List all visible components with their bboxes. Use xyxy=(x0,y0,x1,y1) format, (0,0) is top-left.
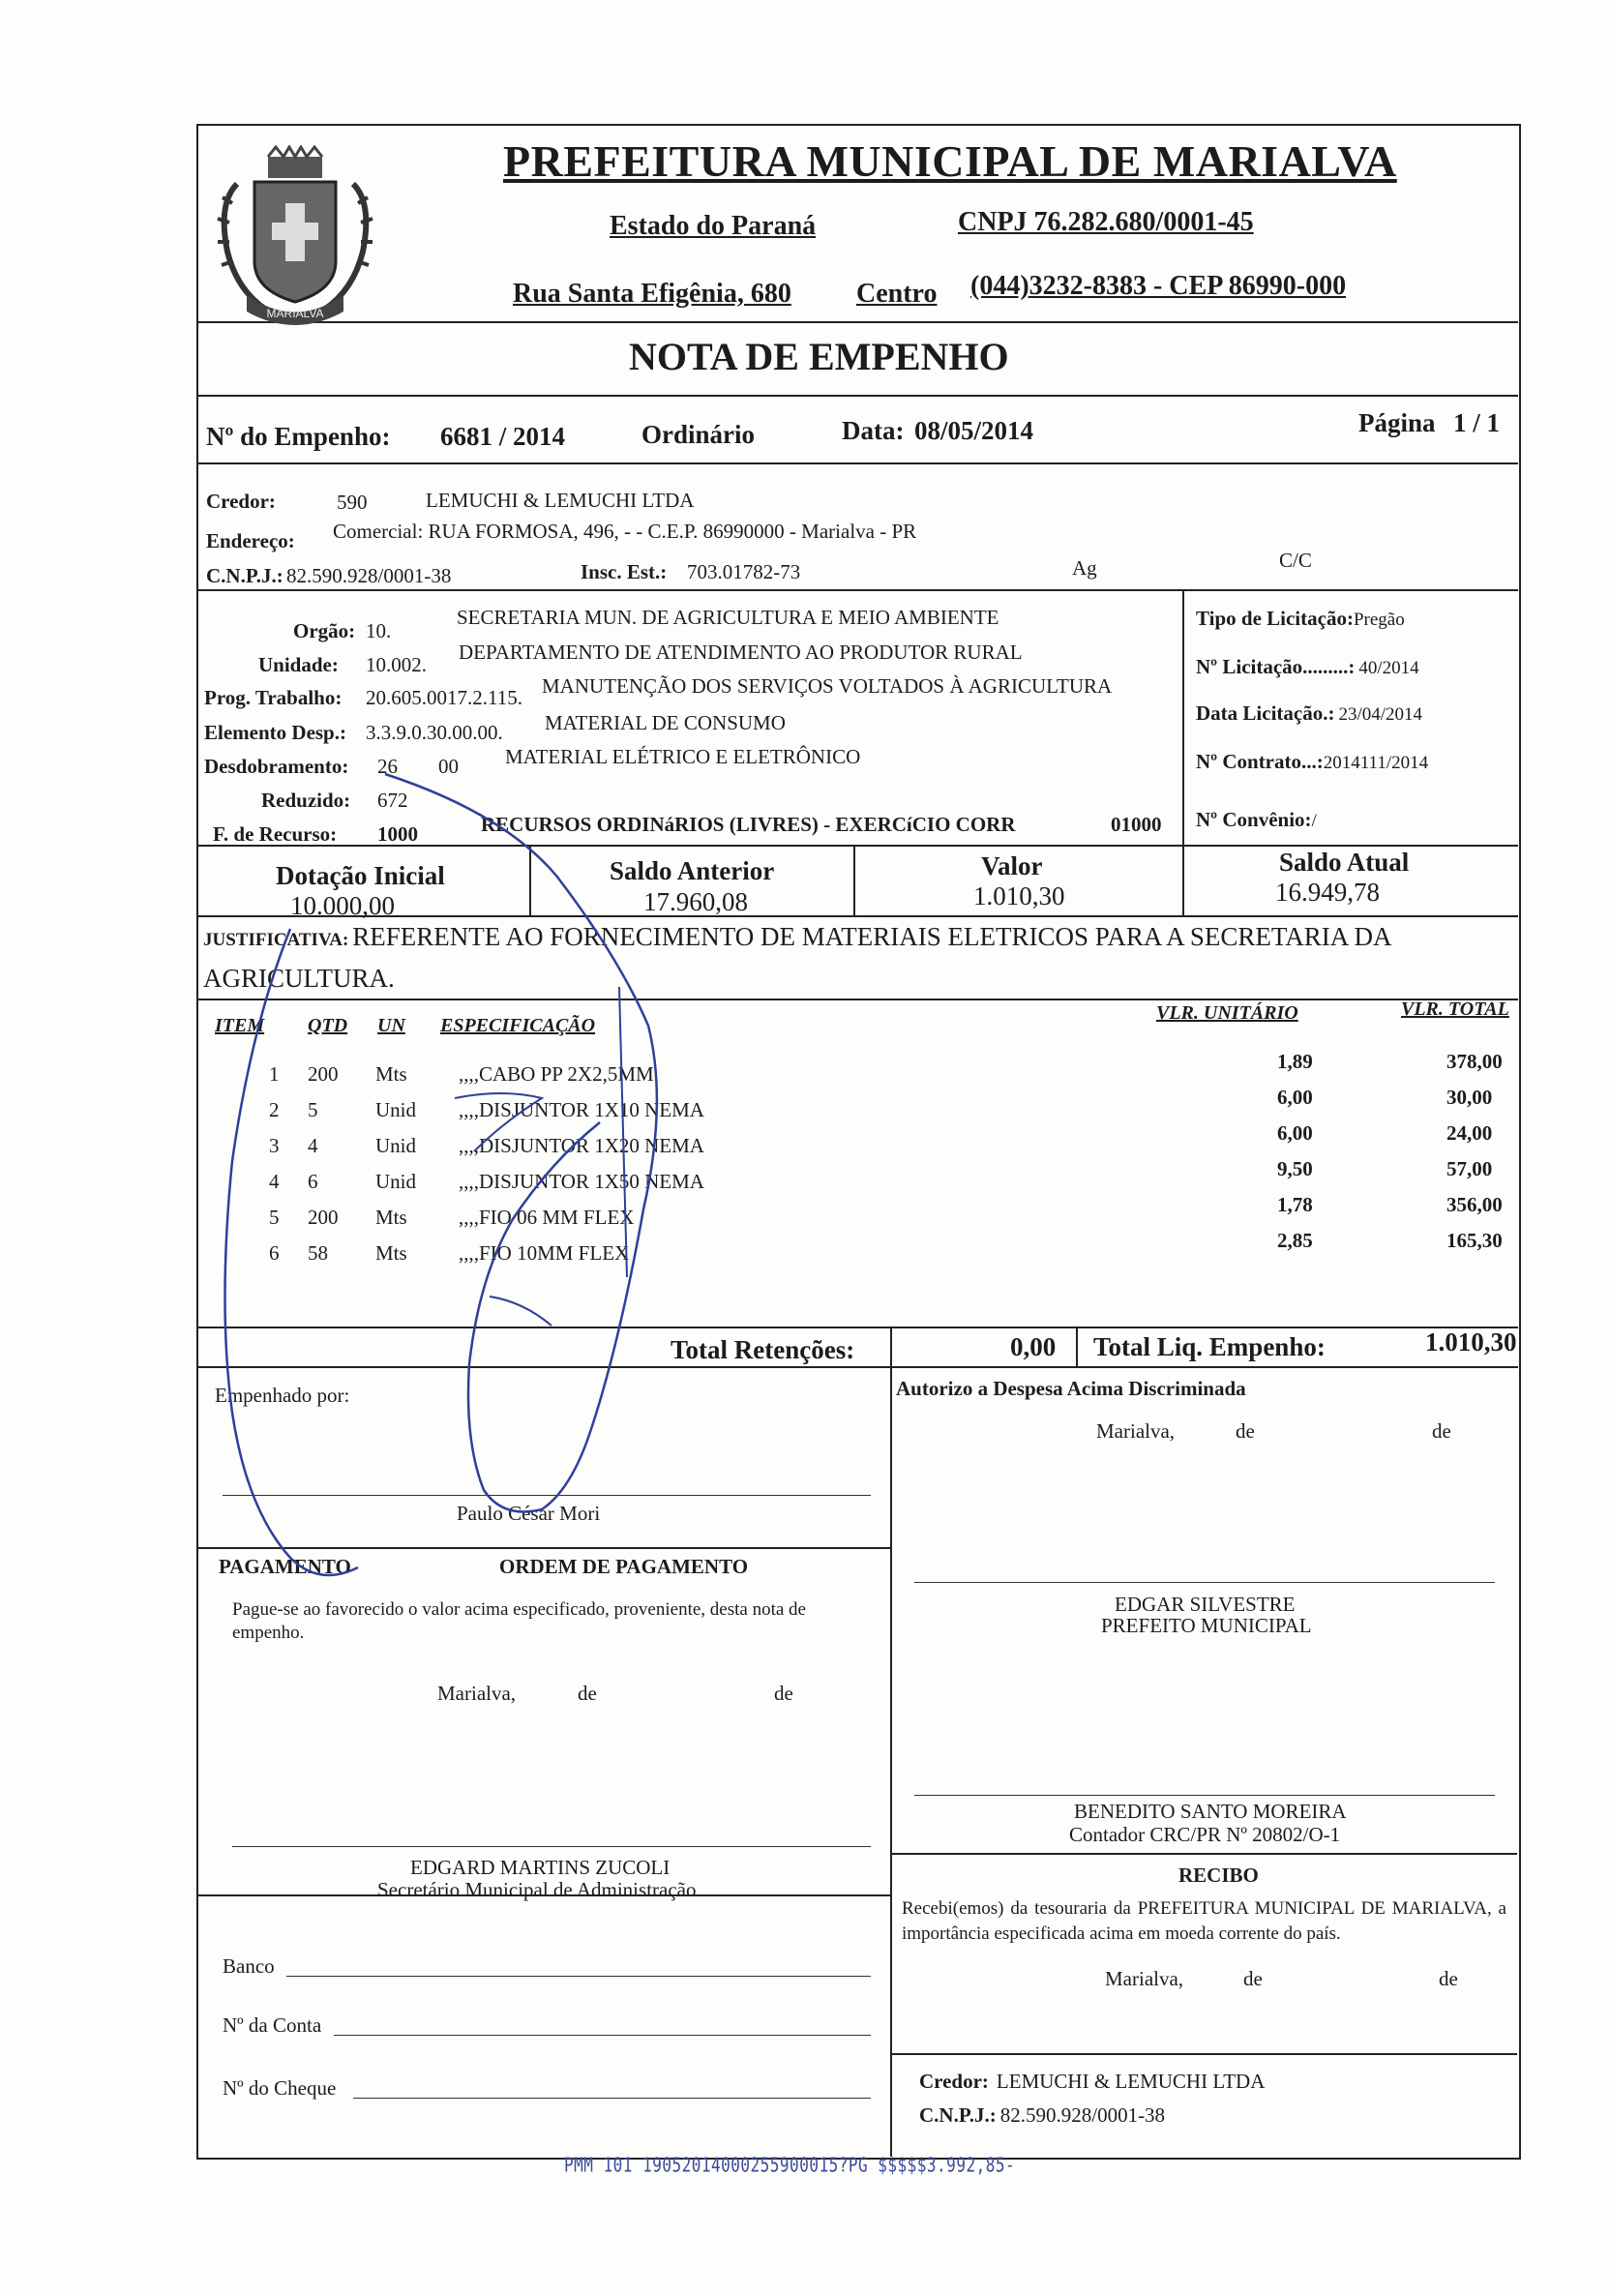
col-qtd: QTD xyxy=(308,1015,348,1036)
cnpj-label: C.N.P.J.: xyxy=(206,564,283,587)
prog-cod: 20.605.0017.2.115. xyxy=(366,686,522,709)
conta-label: Nº da Conta xyxy=(223,2013,322,2037)
rule-bottom-split xyxy=(890,1327,892,2157)
doc-title: NOTA DE EMPENHO xyxy=(629,335,1009,378)
item-qtd: 58 xyxy=(308,1241,328,1265)
page-title: PREFEITURA MUNICIPAL DE MARIALVA xyxy=(503,136,1397,186)
credor-cnpj: 82.590.928/0001-38 xyxy=(286,564,452,587)
item-vlr-unitario: 6,00 xyxy=(1277,1086,1313,1109)
reduzido: 672 xyxy=(377,789,408,812)
rule-items xyxy=(196,1327,1518,1328)
contador-nome: BENEDITO SANTO MOREIRA xyxy=(1074,1800,1347,1823)
rule-saldo-1 xyxy=(529,845,531,916)
valor: 1.010,30 xyxy=(973,881,1065,910)
unidade: DEPARTAMENTO DE ATENDIMENTO AO PRODUTOR RURAL xyxy=(459,641,1023,664)
justificativa-line2: AGRICULTURA. xyxy=(203,964,395,993)
item-number: 6 xyxy=(269,1241,280,1265)
item-qtd: 6 xyxy=(308,1170,318,1193)
prefeito-nome: EDGAR SILVESTRE xyxy=(1115,1593,1296,1616)
fone-cep: (044)3232-8383 - CEP 86990-000 xyxy=(970,271,1347,301)
empenhado-label: Empenhado por: xyxy=(215,1384,350,1407)
item-vlr-total: 30,00 xyxy=(1446,1086,1493,1109)
prog: MANUTENÇÃO DOS SERVIÇOS VOLTADOS À AGRICULTURA xyxy=(542,674,1113,698)
rule-recibo-credor xyxy=(890,2053,1517,2055)
justificativa: JUSTIFICATIVA: REFERENTE AO FORNECIMENTO DE MATERIAIS ELETRICOS PARA A SECRETARIA DA xyxy=(203,922,1392,951)
item-un: Unid xyxy=(375,1170,416,1193)
autenticacao-mecanica: PMM 101 19052014000255900015?PG $$$$$3.992,85- xyxy=(564,2153,1016,2177)
pagamento-local: Marialva, xyxy=(437,1682,517,1705)
orgao-label: Orgão: xyxy=(293,619,356,642)
pagamento-texto: Pague-se ao favorecido o valor acima especificado, proveniente, desta nota de empenho. xyxy=(232,1599,806,1643)
desdob-cod1: 26 xyxy=(377,755,398,778)
col-un: UN xyxy=(377,1015,405,1036)
item-spec: ,,,,CABO PP 2X2,5MM xyxy=(459,1062,654,1086)
cheque-label: Nº do Cheque xyxy=(223,2076,337,2100)
autorizo-de1: de xyxy=(1236,1419,1255,1443)
rule-header xyxy=(196,321,1518,323)
rule-credor xyxy=(196,589,1518,591)
item-number: 5 xyxy=(269,1206,280,1229)
rule-empenho xyxy=(196,462,1518,464)
empenho-data: 08/05/2014 xyxy=(914,416,1034,445)
saldo-atual: 16.949,78 xyxy=(1275,878,1380,907)
autorizo-label: Autorizo a Despesa Acima Discriminada xyxy=(896,1377,1246,1400)
retencoes-label: Total Retenções: xyxy=(671,1335,855,1364)
credor-label: Credor: xyxy=(206,490,276,513)
item-vlr-unitario: 1,89 xyxy=(1277,1050,1313,1073)
contador-signature-line xyxy=(914,1795,1495,1796)
item-vlr-total: 24,00 xyxy=(1446,1121,1493,1145)
item-number: 1 xyxy=(269,1062,280,1086)
num-licitacao: Nº Licitação.........: 40/2014 xyxy=(1196,655,1419,678)
desdobramento-label: Desdobramento: xyxy=(204,755,349,778)
orgao: SECRETARIA MUN. DE AGRICULTURA E MEIO AMBIENTE xyxy=(457,606,999,629)
rule-totals-split xyxy=(1076,1327,1078,1366)
unidade-cod: 10.002. xyxy=(366,653,427,676)
saldo-anterior-label: Saldo Anterior xyxy=(610,856,775,885)
credor-endereco: Comercial: RUA FORMOSA, 496, - - C.E.P. 86990000 - Marialva - PR xyxy=(333,520,917,543)
item-qtd: 5 xyxy=(308,1098,318,1121)
insc-label: Insc. Est.: xyxy=(581,560,668,583)
saldo-atual-label: Saldo Atual xyxy=(1279,848,1410,877)
rule-empenhado xyxy=(196,1547,890,1549)
item-qtd: 4 xyxy=(308,1134,318,1157)
item-vlr-total: 356,00 xyxy=(1446,1193,1503,1216)
recibo-de2: de xyxy=(1439,1967,1458,1990)
autorizo-de2: de xyxy=(1432,1419,1451,1443)
coat-of-arms-icon xyxy=(208,145,382,339)
rule-totals xyxy=(196,1366,1518,1368)
item-un: Mts xyxy=(375,1062,407,1086)
item-number: 2 xyxy=(269,1098,280,1121)
desdobramento: MATERIAL ELÉTRICO E ELETRÔNICO xyxy=(505,745,861,768)
dotacao-inicial-label: Dotação Inicial xyxy=(276,861,445,890)
liq-empenho: 1.010,30 xyxy=(1425,1327,1517,1357)
recibo-de1: de xyxy=(1243,1967,1263,1990)
retencoes: 0,00 xyxy=(1010,1332,1057,1361)
endereco-label: Endereço: xyxy=(206,529,295,552)
banco-field xyxy=(286,1976,871,1977)
recurso-num: 01000 xyxy=(1111,813,1162,836)
prefeito-cargo: PREFEITO MUNICIPAL xyxy=(1101,1614,1312,1637)
secretario-nome: EDGARD MARTINS ZUCOLI xyxy=(410,1856,671,1879)
recurso-label: F. de Recurso: xyxy=(213,822,338,846)
item-number: 3 xyxy=(269,1134,280,1157)
col-vlr-total: VLR. TOTAL xyxy=(1401,999,1509,1020)
cheque-field xyxy=(353,2098,871,2099)
data-licitacao: Data Licitação.: 23/04/2014 xyxy=(1196,701,1423,725)
reduzido-label: Reduzido: xyxy=(261,789,351,812)
col-especificacao: ESPECIFICAÇÃO xyxy=(440,1015,596,1036)
ordem-pagamento: ORDEM DE PAGAMENTO xyxy=(499,1555,749,1578)
dotacao-inicial: 10.000,00 xyxy=(290,891,395,920)
cc-label: C/C xyxy=(1279,549,1312,572)
rule-recibo xyxy=(890,1853,1517,1855)
empenhado-signature-line xyxy=(223,1495,871,1496)
desdob-cod2: 00 xyxy=(438,755,459,778)
pagamento-de1: de xyxy=(578,1682,597,1705)
recibo-texto: Recebi(emos) da tesouraria da PREFEITURA MUNICIPAL DE MARIALVA, a importância especificada acima em moeda corrente do país. xyxy=(902,1898,1506,1944)
recurso-cod: 1000 xyxy=(377,822,418,846)
svg-text:MARIALVA: MARIALVA xyxy=(266,307,324,320)
recibo-local: Marialva, xyxy=(1105,1967,1184,1990)
elemento-label: Elemento Desp.: xyxy=(204,721,346,744)
credor-codigo: 590 xyxy=(337,491,368,514)
recibo-cnpj: C.N.P.J.: 82.590.928/0001-38 xyxy=(919,2103,1166,2127)
prog-label: Prog. Trabalho: xyxy=(204,686,343,709)
contador-cargo: Contador CRC/PR Nº 20802/O-1 xyxy=(1069,1823,1341,1846)
credor-insc: 703.01782-73 xyxy=(687,560,801,583)
item-vlr-unitario: 9,50 xyxy=(1277,1157,1313,1180)
credor-nome: LEMUCHI & LEMUCHI LTDA xyxy=(426,489,695,512)
cnpj-prefeitura: CNPJ 76.282.680/0001-45 xyxy=(958,207,1254,237)
item-number: 4 xyxy=(269,1170,280,1193)
item-vlr-total: 165,30 xyxy=(1446,1229,1503,1252)
item-vlr-total: 57,00 xyxy=(1446,1157,1493,1180)
pagamento-de2: de xyxy=(774,1682,793,1705)
item-vlr-unitario: 6,00 xyxy=(1277,1121,1313,1145)
unidade-label: Unidade: xyxy=(258,653,339,676)
item-un: Mts xyxy=(375,1206,407,1229)
rule-nota xyxy=(196,395,1518,397)
item-qtd: 200 xyxy=(308,1206,339,1229)
orgao-cod: 10. xyxy=(366,619,392,642)
recibo-title: RECIBO xyxy=(1178,1864,1259,1887)
prefeito-signature-line xyxy=(914,1582,1495,1583)
item-un: Unid xyxy=(375,1098,416,1121)
tipo-licitacao: Tipo de Licitação:Pregão xyxy=(1196,607,1405,630)
banco-label: Banco xyxy=(223,1954,275,1978)
pagamento-label: PAGAMENTO xyxy=(219,1555,351,1578)
secretario-signature-line xyxy=(232,1846,871,1847)
item-vlr-unitario: 2,85 xyxy=(1277,1229,1313,1252)
elemento-cod: 3.3.9.0.30.00.00. xyxy=(366,721,503,744)
autorizo-local: Marialva, xyxy=(1096,1419,1176,1443)
conta-field xyxy=(334,2035,871,2036)
item-qtd: 200 xyxy=(308,1062,339,1086)
empenhado-nome: Paulo César Mori xyxy=(457,1502,601,1525)
rule-licitacao xyxy=(1182,589,1184,846)
recurso: RECURSOS ORDINáRIOS (LIVRES) - EXERCíCIO CORR xyxy=(481,813,1016,836)
item-spec: ,,,,DISJUNTOR 1X10 NEMA xyxy=(459,1098,704,1121)
liq-label: Total Liq. Empenho: xyxy=(1093,1332,1326,1361)
item-spec: ,,,,DISJUNTOR 1X50 NEMA xyxy=(459,1170,704,1193)
contrato: Nº Contrato...:2014111/2014 xyxy=(1196,750,1429,773)
rule-saldo-3 xyxy=(1182,845,1184,916)
estado: Estado do Paraná xyxy=(610,211,817,241)
item-spec: ,,,,FIO 10MM FLEX xyxy=(459,1241,630,1265)
empenho-tipo: Ordinário xyxy=(641,420,756,449)
centro: Centro xyxy=(856,279,938,309)
elemento: MATERIAL DE CONSUMO xyxy=(545,711,786,734)
empenho-number-label: Nº do Empenho: xyxy=(206,422,391,451)
item-un: Unid xyxy=(375,1134,416,1157)
pagina: 1 / 1 xyxy=(1453,408,1501,437)
item-spec: ,,,,FIO 06 MM FLEX xyxy=(459,1206,635,1229)
ag-label: Ag xyxy=(1072,556,1097,580)
rule-saldo-2 xyxy=(853,845,855,916)
saldo-anterior: 17.960,08 xyxy=(643,887,748,916)
valor-label: Valor xyxy=(981,851,1043,880)
convenio: Nº Convênio:/ xyxy=(1196,808,1317,831)
empenho-data-label: Data: xyxy=(842,416,905,445)
col-vlr-unitario: VLR. UNITÁRIO xyxy=(1156,1002,1298,1024)
empenho-number: 6681 / 2014 xyxy=(440,422,566,451)
secretario-cargo: Secretário Municipal de Administração xyxy=(377,1878,697,1901)
item-vlr-total: 378,00 xyxy=(1446,1050,1503,1073)
item-un: Mts xyxy=(375,1241,407,1265)
pagina-label: Página xyxy=(1358,408,1436,437)
col-item: ITEM xyxy=(215,1015,265,1036)
rule-justificativa xyxy=(196,999,1518,1000)
endereco-prefeitura: Rua Santa Efigênia, 680 xyxy=(513,279,791,309)
item-spec: ,,,,DISJUNTOR 1X20 NEMA xyxy=(459,1134,704,1157)
item-vlr-unitario: 1,78 xyxy=(1277,1193,1313,1216)
recibo-credor: Credor: LEMUCHI & LEMUCHI LTDA xyxy=(919,2070,1266,2093)
